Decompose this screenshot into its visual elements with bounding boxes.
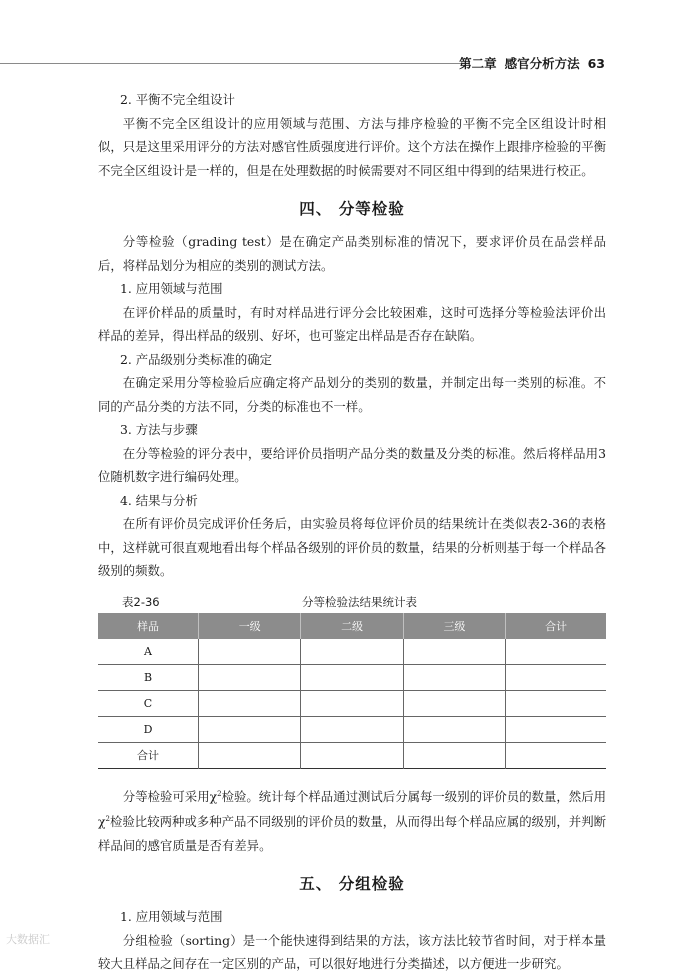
row-label: B (98, 664, 199, 690)
chapter-title: 感官分析方法 (504, 56, 580, 71)
paragraph: 分组检验（sorting）是一个能快速得到结果的方法，该方法比较节省时间，对于样本量较大且样品之间存在一定区别的产品，可以很好地进行分类描述，以方便进一步研究。 (98, 932, 606, 972)
table-header-cell: 三级 (403, 613, 505, 639)
table-row (98, 690, 606, 716)
row-label: A (144, 644, 152, 658)
item-heading: 1. 应用领域与范围 (120, 281, 223, 296)
table-header-cell: 合计 (506, 613, 606, 639)
table-header-cell: 一级 (199, 613, 301, 639)
item-heading: 2. 平衡不完全组设计 (120, 92, 235, 107)
item-heading: 4. 结果与分析 (120, 492, 198, 508)
paragraph: 分等检验可采用$\chi^2$检验。统计每个样品通过测试后分属每一级别的评价员的数量，然后用$\chi^2$检验比较两种或多种产品不同级别的评价员的数量，从而得出每个样品应属的级别，并判断样品间的感官质量是否有差异。 (98, 788, 606, 853)
paragraph: 分等检验（grading test）是在确定产品类别标准的情况下，要求评价员在品尝样品后，将样品划分为相应的类别的测试方法。 (98, 234, 606, 273)
table-header-cell: 样品 (98, 613, 199, 639)
paragraph: 在所有评价员完成评价任务后，由实验员将每位评价员的结果统计在类似表2-36的表格中，这样就可很直观地看出每个样品各级别的评价员的数量，结果的分析则基于每一个样品各级别的频数。 (98, 516, 607, 578)
results-table (98, 613, 606, 769)
table-header-cell: 二级 (301, 613, 403, 639)
running-header (451, 54, 605, 72)
table-row (98, 664, 606, 690)
table-number: 表2-36 (122, 594, 160, 609)
paragraph: 在评价样品的质量时，有时对样品进行评分会比较困难，这时可选择分等检验法评价出样品的差异，得出样品的级别、好坏，也可鉴定出样品是否存在缺陷。 (98, 304, 606, 343)
paragraph: 在确定采用分等检验后应确定将产品划分的类别的数量，并制定出每一类别的标准。不同的产品分类的方法不同，分类的标准也不一样。 (98, 375, 606, 414)
row-label: D (98, 716, 199, 742)
section-title: 五、 分组检验 (299, 875, 405, 894)
table-row (98, 742, 606, 768)
paragraph: 平衡不完全区组设计的应用领域与范围、方法与排序检验的平衡不完全区组设计时相似，只是这里采用评分的方法对感官性质强度进行评价。这个方法在操作上跟排序检验的平衡不完全区组设计是一样的，但是在处理数据的时候需要对不同区组中得到的结果进行校正。 (98, 115, 607, 178)
table-title: 分等检验法结果统计表 (302, 594, 417, 609)
table-row (98, 639, 606, 665)
section-title: 四、 分等检验 (299, 200, 405, 218)
header-rule (0, 63, 470, 64)
table-row (98, 716, 606, 742)
table-header-row (98, 613, 606, 639)
item-heading: 1. 应用领域与范围 (120, 909, 223, 925)
row-label: C (98, 690, 199, 716)
paragraph: 在分等检验的评分表中，要给评价员指明产品分类的数量及分类的标准。然后将样品用3位随机数字进行编码处理。 (98, 445, 606, 484)
chapter-label: 第二章 (459, 56, 497, 71)
item-heading: 3. 方法与步骤 (120, 422, 198, 437)
watermark: 大数据汇 (6, 933, 50, 946)
page-body (98, 88, 606, 976)
row-label: 合计 (98, 742, 199, 768)
item-heading: 2. 产品级别分类标准的确定 (120, 351, 273, 367)
page-number: 63 (587, 56, 605, 71)
table-caption (98, 591, 606, 613)
